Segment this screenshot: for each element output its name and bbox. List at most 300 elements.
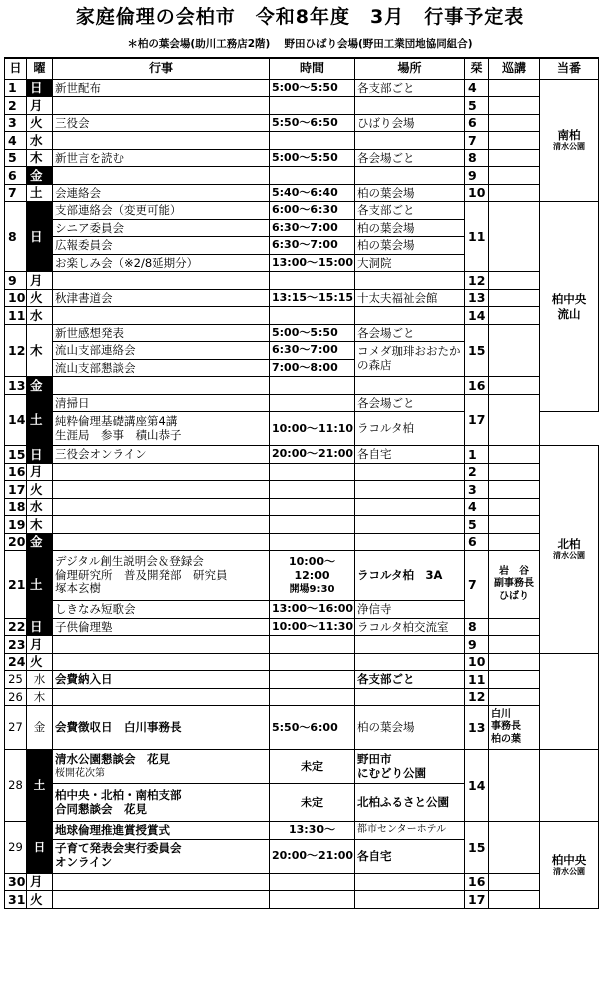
header-place: 場所 <box>355 58 465 79</box>
event-cell <box>53 481 270 499</box>
rin-cell: 6 <box>465 533 489 551</box>
dow-cell: 月 <box>27 97 53 115</box>
event-cell: 支部連絡会（変更可能） <box>53 202 270 220</box>
day-cell: 16 <box>5 463 27 481</box>
jun-line: ひばり <box>499 590 529 602</box>
place-cell <box>355 307 465 325</box>
place-cell: 柏の葉会場 <box>355 237 465 255</box>
event-cell <box>53 377 270 395</box>
time-cell <box>270 272 355 290</box>
dow-cell: 火 <box>27 891 53 909</box>
dow-cell: 金 <box>27 377 53 395</box>
rin-cell: 8 <box>465 618 489 636</box>
jun-cell <box>489 891 540 909</box>
time-cell <box>270 671 355 689</box>
time-cell: 20:00～21:00 <box>270 446 355 464</box>
place-line: 野田市 <box>357 751 392 766</box>
time-cell: 5:50～6:00 <box>270 706 355 750</box>
event-cell: 会連絡会 <box>53 184 270 202</box>
table-row <box>5 377 599 395</box>
day-cell: 2 <box>5 97 27 115</box>
rin-cell: 4 <box>465 498 489 516</box>
place-cell <box>355 481 465 499</box>
jun-cell <box>489 533 540 551</box>
table-row <box>5 873 599 891</box>
day-cell: 18 <box>5 498 27 516</box>
jun-cell <box>489 272 540 290</box>
dow-cell: 木 <box>27 516 53 534</box>
jun-cell <box>489 750 540 822</box>
place-cell: 北柏ふるさと公園 <box>355 784 465 822</box>
place-cell <box>355 498 465 516</box>
time-cell <box>270 891 355 909</box>
event-cell: 流山支部懇談会 <box>53 359 270 377</box>
time-line: 10:00～12:00 <box>288 555 335 582</box>
dow-cell: 土 <box>27 750 53 822</box>
dow-cell: 日 <box>27 822 53 874</box>
table-row <box>5 324 599 342</box>
time-cell <box>270 97 355 115</box>
table-row <box>5 394 599 412</box>
rin-cell: 7 <box>465 551 489 619</box>
time-cell: 未定 <box>270 750 355 784</box>
event-cell <box>53 167 270 185</box>
event-cell <box>53 533 270 551</box>
time-cell <box>270 132 355 150</box>
event-line: 純粋倫理基礎講座第4講 <box>55 413 178 428</box>
rin-cell: 16 <box>465 377 489 395</box>
place-cell <box>355 873 465 891</box>
header-time: 時間 <box>270 58 355 79</box>
table-row <box>5 307 599 325</box>
header-rin: 栞 <box>465 58 489 79</box>
jun-cell <box>489 498 540 516</box>
dow-cell: 月 <box>27 272 53 290</box>
time-cell <box>270 653 355 671</box>
rin-cell: 6 <box>465 114 489 132</box>
event-cell <box>53 891 270 909</box>
place-cell: ラコルタ柏交流室 <box>355 618 465 636</box>
time-cell: 7:00～8:00 <box>270 359 355 377</box>
place-cell <box>355 653 465 671</box>
venue-note: ＊柏の葉会場(助川工務店2階) 野田ひばり会場(野田工業団地協同組合) <box>127 38 473 50</box>
place-cell <box>355 97 465 115</box>
event-cell: 三役会 <box>53 114 270 132</box>
time-cell <box>270 533 355 551</box>
event-line: 倫理研究所 普及開発部 研究員 <box>55 567 228 582</box>
event-cell <box>53 653 270 671</box>
event-line: 合同懇談会 花見 <box>55 801 147 816</box>
dow-cell: 月 <box>27 463 53 481</box>
day-cell: 6 <box>5 167 27 185</box>
event-cell <box>53 839 270 873</box>
place-cell <box>355 688 465 706</box>
jun-cell <box>489 481 540 499</box>
event-cell: 秋津書道会 <box>53 289 270 307</box>
event-cell <box>53 551 270 601</box>
table-row <box>5 498 599 516</box>
page-title: 家庭倫理の会柏市 令和8年度 3月 行事予定表 <box>75 6 525 28</box>
place-line: にむどり公園 <box>357 765 426 780</box>
time-cell <box>270 873 355 891</box>
place-cell <box>355 533 465 551</box>
toban-name: 北柏 <box>557 537 581 552</box>
place-cell: 大洞院 <box>355 254 465 272</box>
jun-line: 事務長 <box>491 721 521 733</box>
jun-cell <box>489 822 540 874</box>
toban-sub: 清水公園 <box>553 142 585 152</box>
day-cell: 4 <box>5 132 27 150</box>
place-cell: 浄信寺 <box>355 601 465 619</box>
dow-cell: 土 <box>27 551 53 619</box>
jun-cell <box>489 184 540 202</box>
day-cell: 30 <box>5 873 27 891</box>
table-row <box>5 533 599 551</box>
table-row <box>5 132 599 150</box>
place-cell <box>355 516 465 534</box>
event-cell: 流山支部連絡会 <box>53 342 270 360</box>
day-cell: 25 <box>5 671 27 689</box>
dow-cell: 金 <box>27 706 53 750</box>
place-cell <box>355 463 465 481</box>
dow-cell: 木 <box>27 149 53 167</box>
toban-name: 流山 <box>557 306 581 321</box>
rin-cell: 17 <box>465 394 489 446</box>
event-cell <box>53 272 270 290</box>
dow-cell: 土 <box>27 394 53 446</box>
place-cell: 十太夫福祉会館 <box>355 289 465 307</box>
rin-cell: 13 <box>465 706 489 750</box>
event-cell: 広報委員会 <box>53 237 270 255</box>
table-row <box>5 822 599 840</box>
dow-cell: 水 <box>27 671 53 689</box>
day-cell: 21 <box>5 551 27 619</box>
place-cell <box>355 167 465 185</box>
dow-cell: 金 <box>27 533 53 551</box>
toban-group <box>540 822 599 909</box>
event-cell <box>53 636 270 654</box>
day-cell: 3 <box>5 114 27 132</box>
dow-cell: 火 <box>27 653 53 671</box>
time-cell <box>270 498 355 516</box>
header-dow: 曜 <box>27 58 53 79</box>
event-line: 柏中央・北柏・南柏支部 <box>55 787 182 802</box>
event-line: 塚本玄樹 <box>55 581 101 596</box>
dow-cell: 木 <box>27 688 53 706</box>
time-cell <box>270 377 355 395</box>
jun-line: 副事務長 <box>494 578 534 589</box>
rin-cell: 15 <box>465 822 489 874</box>
event-cell: 会費納入日 <box>53 671 270 689</box>
jun-cell <box>489 706 540 750</box>
rin-cell: 10 <box>465 184 489 202</box>
jun-cell <box>489 394 540 446</box>
time-cell <box>270 688 355 706</box>
dow-cell: 木 <box>27 324 53 377</box>
time-cell: 20:00～21:00 <box>270 839 355 873</box>
place-cell: 各支部ごと <box>355 79 465 97</box>
jun-cell <box>489 79 540 97</box>
time-cell: 5:50～6:50 <box>270 114 355 132</box>
dow-cell: 月 <box>27 636 53 654</box>
event-cell: しきなみ短歌会 <box>53 601 270 619</box>
table-row <box>5 167 599 185</box>
place-cell <box>355 750 465 784</box>
jun-line: 岩 谷 <box>499 565 529 577</box>
jun-cell <box>489 149 540 167</box>
day-cell: 29 <box>5 822 27 874</box>
event-cell: 子供倫理塾 <box>53 618 270 636</box>
jun-cell <box>489 167 540 185</box>
jun-cell <box>489 516 540 534</box>
event-cell <box>53 132 270 150</box>
day-cell: 15 <box>5 446 27 464</box>
rin-cell: 5 <box>465 97 489 115</box>
event-line: 清水公園懇談会 花見 <box>55 751 170 766</box>
time-cell: 5:00～5:50 <box>270 79 355 97</box>
event-cell <box>53 463 270 481</box>
day-cell: 12 <box>5 324 27 377</box>
event-cell <box>53 516 270 534</box>
toban-group <box>540 446 599 654</box>
day-cell: 19 <box>5 516 27 534</box>
jun-line: 柏の葉 <box>491 733 521 745</box>
rin-cell: 14 <box>465 307 489 325</box>
rin-cell: 11 <box>465 671 489 689</box>
day-cell: 22 <box>5 618 27 636</box>
jun-cell <box>489 618 540 636</box>
day-cell: 9 <box>5 272 27 290</box>
day-cell: 23 <box>5 636 27 654</box>
place-cell: 柏の葉会場 <box>355 184 465 202</box>
day-cell: 28 <box>5 750 27 822</box>
day-cell: 31 <box>5 891 27 909</box>
day-cell: 20 <box>5 533 27 551</box>
time-cell <box>270 463 355 481</box>
time-cell: 13:15～15:15 <box>270 289 355 307</box>
table-row <box>5 706 599 750</box>
event-cell <box>53 97 270 115</box>
place-cell: 各自宅 <box>355 446 465 464</box>
time-cell: 5:00～5:50 <box>270 324 355 342</box>
table-row <box>5 891 599 909</box>
time-cell <box>270 167 355 185</box>
place-cell <box>355 636 465 654</box>
day-cell: 11 <box>5 307 27 325</box>
rin-cell: 4 <box>465 79 489 97</box>
rin-cell: 8 <box>465 149 489 167</box>
day-cell: 5 <box>5 149 27 167</box>
event-line: オンライン <box>55 855 113 869</box>
table-row <box>5 636 599 654</box>
dow-cell: 火 <box>27 289 53 307</box>
table-row <box>5 688 599 706</box>
place-cell: ひばり会場 <box>355 114 465 132</box>
toban-group <box>540 202 599 412</box>
schedule-table <box>4 57 599 909</box>
toban-name: 柏中央 <box>551 852 587 867</box>
rin-cell: 13 <box>465 289 489 307</box>
dow-cell: 日 <box>27 446 53 464</box>
event-cell <box>53 307 270 325</box>
event-line: 生涯局 参事 積山恭子 <box>55 427 182 442</box>
day-cell: 26 <box>5 688 27 706</box>
event-cell: 新世感想発表 <box>53 324 270 342</box>
place-cell: 柏の葉会場 <box>355 219 465 237</box>
place-cell: 各自宅 <box>355 839 465 873</box>
rin-cell: 15 <box>465 324 489 377</box>
rin-cell: 9 <box>465 636 489 654</box>
rin-cell: 17 <box>465 891 489 909</box>
place-cell <box>355 132 465 150</box>
event-cell: 地球倫理推進賞授賞式 <box>53 822 270 840</box>
time-cell: 5:00～5:50 <box>270 149 355 167</box>
rin-cell: 12 <box>465 272 489 290</box>
rin-cell: 9 <box>465 167 489 185</box>
table-row <box>5 97 599 115</box>
jun-cell <box>489 636 540 654</box>
day-cell: 7 <box>5 184 27 202</box>
jun-cell <box>489 202 540 272</box>
table-row <box>5 463 599 481</box>
open-time: 開場9:30 <box>289 583 335 595</box>
table-row <box>5 446 599 464</box>
dow-cell: 日 <box>27 79 53 97</box>
toban-cell <box>540 750 599 822</box>
dow-cell: 水 <box>27 132 53 150</box>
table-row <box>5 551 599 601</box>
event-cell <box>53 750 270 784</box>
rin-cell: 16 <box>465 873 489 891</box>
toban-sub: 清水公園 <box>553 866 585 876</box>
place-cell: ラコルタ柏 <box>355 412 465 446</box>
event-cell <box>53 412 270 446</box>
time-cell: 13:00～16:00 <box>270 601 355 619</box>
event-line: デジタル創生説明会＆登録会 <box>55 553 204 568</box>
place-cell: 各支部ごと <box>355 202 465 220</box>
header-toban: 当番 <box>540 58 599 79</box>
jun-line: 白川 <box>491 708 511 720</box>
time-cell <box>270 636 355 654</box>
dow-cell: 火 <box>27 114 53 132</box>
day-cell: 17 <box>5 481 27 499</box>
time-cell <box>270 551 355 601</box>
rin-cell: 14 <box>465 750 489 822</box>
table-row <box>5 653 599 671</box>
toban-sub: 清水公園 <box>553 551 585 561</box>
table-row <box>5 79 599 97</box>
table-row <box>5 289 599 307</box>
jun-cell <box>489 97 540 115</box>
time-cell: 6:00～6:30 <box>270 202 355 220</box>
rin-cell: 1 <box>465 446 489 464</box>
jun-cell <box>489 653 540 671</box>
dow-cell: 水 <box>27 498 53 516</box>
place-cell: コメダ珈琲おおたかの森店 <box>355 342 465 377</box>
time-cell <box>270 481 355 499</box>
place-cell: ラコルタ柏 3A <box>355 551 465 601</box>
time-cell: 6:30～7:00 <box>270 342 355 360</box>
dow-cell: 火 <box>27 481 53 499</box>
event-cell: 三役会オンライン <box>53 446 270 464</box>
rin-cell: 2 <box>465 463 489 481</box>
jun-cell <box>489 671 540 689</box>
event-cell <box>53 688 270 706</box>
event-cell <box>53 873 270 891</box>
place-cell: 各支部ごと <box>355 671 465 689</box>
event-cell: 新世言を読む <box>53 149 270 167</box>
rin-cell: 5 <box>465 516 489 534</box>
dow-cell: 土 <box>27 184 53 202</box>
day-cell: 1 <box>5 79 27 97</box>
time-cell <box>270 307 355 325</box>
table-row <box>5 114 599 132</box>
time-cell: 6:30～7:00 <box>270 219 355 237</box>
jun-cell <box>489 688 540 706</box>
day-cell: 13 <box>5 377 27 395</box>
header-day: 日 <box>5 58 27 79</box>
event-cell: お楽しみ会（※2/8延期分） <box>53 254 270 272</box>
place-cell: 柏の葉会場 <box>355 706 465 750</box>
dow-cell: 月 <box>27 873 53 891</box>
day-cell: 8 <box>5 202 27 272</box>
table-row <box>5 750 599 784</box>
table-row <box>5 202 599 220</box>
rin-cell: 12 <box>465 688 489 706</box>
place-cell: 各会場ごと <box>355 324 465 342</box>
jun-cell <box>489 463 540 481</box>
header-jun: 巡講 <box>489 58 540 79</box>
day-cell: 10 <box>5 289 27 307</box>
place-cell <box>355 891 465 909</box>
jun-cell <box>489 551 540 619</box>
time-cell: 5:40～6:40 <box>270 184 355 202</box>
jun-cell <box>489 289 540 307</box>
event-cell <box>53 498 270 516</box>
time-cell: 6:30～7:00 <box>270 237 355 255</box>
time-cell: 未定 <box>270 784 355 822</box>
day-cell: 14 <box>5 394 27 446</box>
event-cell: 清掃日 <box>53 394 270 412</box>
header-event: 行事 <box>53 58 270 79</box>
event-cell: 会費徴収日 白川事務長 <box>53 706 270 750</box>
time-cell: 13:00～15:00 <box>270 254 355 272</box>
time-cell <box>270 394 355 412</box>
toban-name: 柏中央 <box>551 292 587 307</box>
day-cell: 24 <box>5 653 27 671</box>
table-row <box>5 516 599 534</box>
table-row <box>5 481 599 499</box>
event-line: 子育て発表会実行委員会 <box>55 841 182 856</box>
dow-cell: 金 <box>27 167 53 185</box>
time-cell <box>270 516 355 534</box>
time-cell: 10:00～11:10 <box>270 412 355 446</box>
day-cell: 27 <box>5 706 27 750</box>
event-cell: 新世配布 <box>53 79 270 97</box>
jun-cell <box>489 307 540 325</box>
time-cell: 13:30～ <box>270 822 355 840</box>
rin-cell: 11 <box>465 202 489 272</box>
place-cell <box>355 272 465 290</box>
toban-group <box>540 79 599 202</box>
event-note: 桜開花次第 <box>55 768 105 780</box>
jun-cell <box>489 873 540 891</box>
dow-cell: 水 <box>27 307 53 325</box>
event-cell <box>53 784 270 822</box>
table-row <box>5 149 599 167</box>
header-row <box>5 58 599 79</box>
place-cell: 各会場ごと <box>355 394 465 412</box>
